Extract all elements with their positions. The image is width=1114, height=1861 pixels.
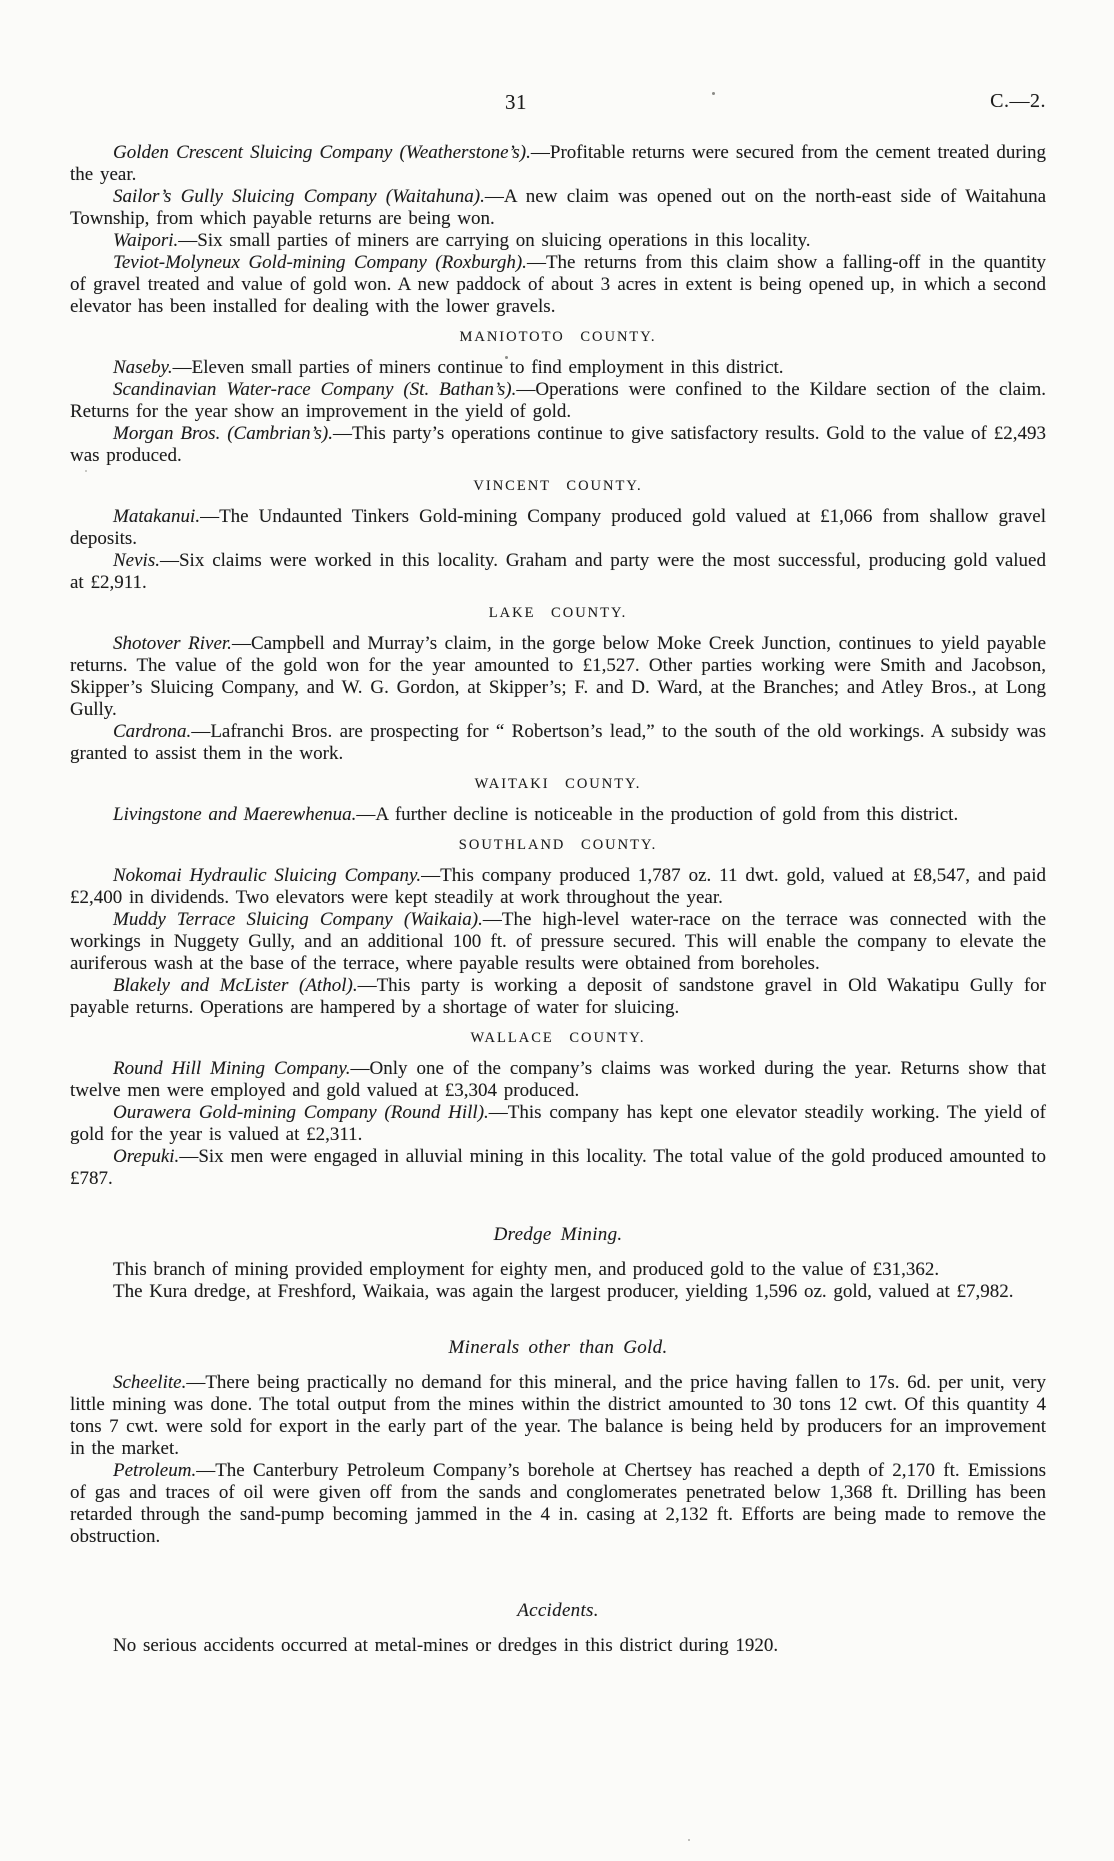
paragraph: Ourawera Gold-mining Company (Round Hill).—This company has kept one elevator steadily working. The yield of gold for the year is valued at £2,311. bbox=[70, 1102, 1046, 1145]
county-heading: VINCENT COUNTY. bbox=[473, 478, 643, 494]
section-heading: Accidents. bbox=[517, 1600, 599, 1621]
paragraph: Nevis.—Six claims were worked in this locality. Graham and party were the most successful, producing gold valued at £2,911. bbox=[70, 550, 1046, 593]
paragraph: Blakely and McLister (Athol).—This party is working a deposit of sandstone gravel in Old Wakatipu Gully for payable returns. Operations are hampered by a shortage of water for sluicing. bbox=[70, 975, 1047, 1018]
paragraph: Naseby.—Eleven small parties of miners continue to find employment in this district. bbox=[113, 357, 784, 378]
paragraph-lead: Golden Crescent Sluicing Company (Weatherstone’s). bbox=[113, 142, 531, 163]
paragraph-lead: Naseby. bbox=[113, 357, 173, 378]
paragraph-lead: Waipori. bbox=[113, 230, 179, 251]
paragraph-lead: Nevis. bbox=[113, 550, 160, 571]
county-heading: MANIOTOTO COUNTY. bbox=[459, 329, 657, 345]
county-heading: LAKE COUNTY. bbox=[488, 605, 628, 621]
county-heading: WAITAKI COUNTY. bbox=[474, 776, 642, 792]
scan-speck bbox=[688, 1839, 690, 1841]
paragraph: Scandinavian Water-race Company (St. Bathan’s).—Operations were confined to the Kildare section of the claim. Returns for the year show an improvement in the yield of gold. bbox=[70, 379, 1046, 422]
paragraph: Nokomai Hydraulic Sluicing Company.—This company produced 1,787 oz. 11 dwt. gold, valued at £8,547, and paid £2,400 in dividends. Two elevators were kept steadily at work throughout the year. bbox=[70, 865, 1046, 908]
paragraph: No serious accidents occurred at metal-mines or dredges in this district during 1920. bbox=[113, 1635, 779, 1656]
paragraph-lead: Teviot-Molyneux Gold-mining Company (Roxburgh). bbox=[113, 252, 527, 273]
paragraph-lead: Orepuki. bbox=[113, 1146, 180, 1167]
document-reference: C.—2. bbox=[990, 90, 1046, 112]
page-number: 31 bbox=[505, 90, 527, 114]
paragraph-lead: Nokomai Hydraulic Sluicing Company. bbox=[113, 865, 422, 886]
paragraph-lead: Petroleum. bbox=[113, 1460, 197, 1481]
paragraph: Scheelite.—There being practically no demand for this mineral, and the price having fallen to 17s. 6d. per unit, very little mining was done. The total output from the mines within the district amounted to 30 tons 12 cwt. Of this quantity 4 tons 7 cwt. were sold for export in the early part of the year. The balance is being held by producers for an improvement in the market. bbox=[70, 1372, 1046, 1459]
paragraph-lead: Blakely and McLister (Athol). bbox=[113, 975, 358, 996]
section-heading: Minerals other than Gold. bbox=[448, 1337, 668, 1358]
paragraph: Matakanui.—The Undaunted Tinkers Gold-mining Company produced gold valued at £1,066 from shallow gravel deposits. bbox=[70, 506, 1046, 549]
paragraph-lead: Muddy Terrace Sluicing Company (Waikaia). bbox=[113, 909, 483, 930]
paragraph: Muddy Terrace Sluicing Company (Waikaia).—The high-level water-race on the terrace was connected with the workings in Nuggety Gully, and an additional 100 ft. of pressure secured. This will enable the company to elevate the auriferous wash at the base of the terrace, where payable results were obtained from boreholes. bbox=[70, 909, 1046, 974]
paragraph-lead: Matakanui. bbox=[113, 506, 201, 527]
paragraph: Shotover River.—Campbell and Murray’s claim, in the gorge below Moke Creek Junction, continues to yield payable returns. The value of the gold won for the year amounted to £1,527. Other parties working were Smith and Jacobson, Skipper’s Sluicing Company, and W. G. Gordon, at Skipper’s; F. and D. Ward, at the Branches; and Atley Bros., at Long Gully. bbox=[70, 633, 1047, 720]
paragraph-lead: Sailor’s Gully Sluicing Company (Waitahuna). bbox=[113, 186, 485, 207]
county-heading: SOUTHLAND COUNTY. bbox=[458, 837, 658, 853]
paragraph: Morgan Bros. (Cambrian’s).—This party’s operations continue to give satisfactory results. Gold to the value of £2,493 was produced. bbox=[70, 423, 1046, 466]
paragraph-lead: Scandinavian Water-race Company (St. Bathan’s). bbox=[113, 379, 517, 400]
content-column bbox=[70, 88, 1046, 1657]
paragraph: The Kura dredge, at Freshford, Waikaia, was again the largest producer, yielding 1,596 oz. gold, valued at £7,982. bbox=[113, 1281, 1014, 1302]
section-heading: Dredge Mining. bbox=[493, 1224, 623, 1245]
paragraph-lead: Shotover River. bbox=[113, 633, 232, 654]
paragraph-lead: Round Hill Mining Company. bbox=[113, 1058, 351, 1079]
paragraph: Sailor’s Gully Sluicing Company (Waitahuna).—A new claim was opened out on the north-east side of Waitahuna Township, from which payable returns are being won. bbox=[70, 186, 1046, 229]
paragraph: Livingstone and Maerewhenua.—A further decline is noticeable in the production of gold from this district. bbox=[113, 804, 959, 825]
page-body bbox=[70, 142, 1046, 1657]
paragraph-lead: Cardrona. bbox=[113, 721, 192, 742]
paragraph: Round Hill Mining Company.—Only one of the company’s claims was worked during the year. Returns show that twelve men were employed and gold valued at £3,304 produced. bbox=[70, 1058, 1046, 1101]
paragraph: This branch of mining provided employment for eighty men, and produced gold to the value of £31,362. bbox=[113, 1259, 940, 1280]
paragraph-lead: Livingstone and Maerewhenua. bbox=[113, 804, 357, 825]
page-header bbox=[70, 88, 1046, 118]
paragraph: Orepuki.—Six men were engaged in alluvial mining in this locality. The total value of the gold produced amounted to £787. bbox=[70, 1146, 1046, 1189]
paragraph-lead: Morgan Bros. (Cambrian’s). bbox=[113, 423, 333, 444]
paragraph-lead: Ourawera Gold-mining Company (Round Hill). bbox=[113, 1102, 489, 1123]
paragraph: Teviot-Molyneux Gold-mining Company (Roxburgh).—The returns from this claim show a falling-off in the quantity of gravel treated and value of gold won. A new paddock of about 3 acres in extent is being opened up, in which a second elevator has been installed for dealing with the lower gravels. bbox=[70, 252, 1046, 317]
paragraph: Petroleum.—The Canterbury Petroleum Company’s borehole at Chertsey has reached a depth of 2,170 ft. Emissions of gas and traces of oil were given off from the sands and conglomerates penetrated below 1,368 ft. Drilling has been retarded through the sand-pump becoming jammed in the 4 in. casing at 2,132 ft. Efforts are being made to remove the obstruction. bbox=[70, 1460, 1046, 1547]
paragraph: Waipori.—Six small parties of miners are carrying on sluicing operations in this locality. bbox=[113, 230, 811, 251]
paragraph-lead: Scheelite. bbox=[113, 1372, 187, 1393]
paragraph: Cardrona.—Lafranchi Bros. are prospecting for “ Robertson’s lead,” to the south of the old workings. A subsidy was granted to assist them in the work. bbox=[70, 721, 1046, 764]
paragraph: Golden Crescent Sluicing Company (Weatherstone’s).—Profitable returns were secured from the cement treated during the year. bbox=[70, 142, 1046, 185]
county-heading: WALLACE COUNTY. bbox=[470, 1030, 646, 1046]
